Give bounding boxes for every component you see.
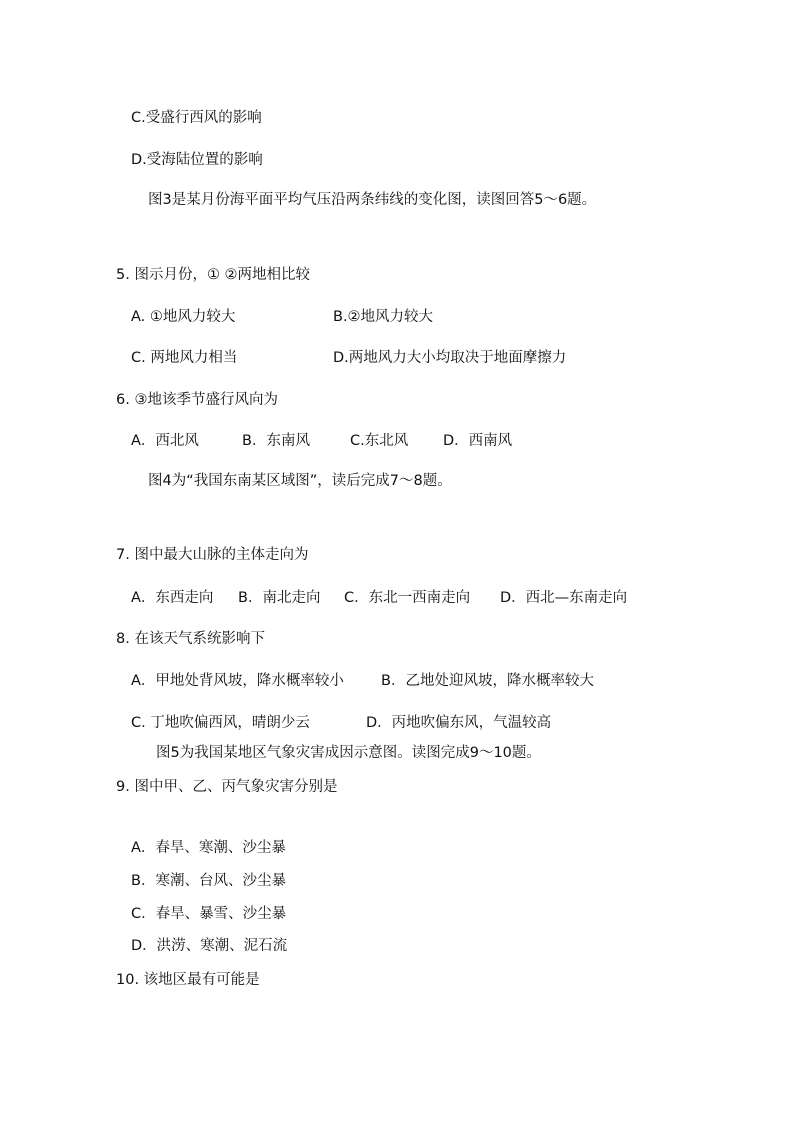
q9-option-a: A．春旱、寒潮、沙尘暴 (131, 840, 286, 856)
q6-option-c: C.东北风 (350, 433, 409, 449)
question-10: 10. 该地区最有可能是 (116, 972, 260, 988)
question-5: 5. 图示月份，① ②两地相比较 (116, 267, 311, 283)
q6-option-a: A．西北风 (131, 433, 199, 449)
intro-figure4: 图4为“我国东南某区域图”，读后完成7～8题。 (148, 473, 452, 489)
q9-option-c: C．春旱、暴雪、沙尘暴 (131, 906, 287, 922)
q6-option-d: D．西南风 (443, 433, 513, 449)
q6-option-b: B．东南风 (242, 433, 310, 449)
question-7: 7. 图中最大山脉的主体走向为 (116, 547, 309, 563)
q5-option-b: B.②地风力较大 (333, 309, 434, 325)
intro-figure5: 图5为我国某地区气象灾害成因示意图。读图完成9～10题。 (156, 745, 541, 761)
option-c-line: C.受盛行西风的影响 (131, 110, 262, 126)
q8-option-d: D．丙地吹偏东风，气温较高 (366, 715, 552, 731)
question-6: 6. ③地该季节盛行风向为 (116, 392, 278, 408)
q9-option-b: B．寒潮、台风、沙尘暴 (131, 873, 286, 889)
q7-option-c: C．东北一西南走向 (344, 590, 471, 606)
question-9: 9. 图中甲、乙、丙气象灾害分别是 (116, 779, 338, 795)
q5-option-a: A. ①地风力较大 (131, 309, 236, 325)
q7-option-a: A．东西走向 (131, 590, 214, 606)
q8-option-b: B．乙地处迎风坡，降水概率较大 (381, 673, 594, 689)
q5-option-c: C. 两地风力相当 (131, 350, 238, 366)
option-d-line: D.受海陆位置的影响 (131, 152, 263, 168)
q9-option-d: D．洪涝、寒潮、泥石流 (131, 938, 288, 954)
intro-figure3: 图3是某月份海平面平均气压沿两条纬线的变化图，读图回答5～6题。 (148, 192, 597, 208)
q8-option-a: A．甲地处背风坡，降水概率较小 (131, 673, 344, 689)
q7-option-b: B．南北走向 (238, 590, 321, 606)
q5-option-d: D.两地风力大小均取决于地面摩擦力 (333, 350, 567, 366)
question-8: 8. 在该天气系统影响下 (116, 631, 265, 647)
q7-option-d: D．西北—东南走向 (500, 590, 628, 606)
q8-option-c: C. 丁地吹偏西风，晴朗少云 (131, 715, 310, 731)
